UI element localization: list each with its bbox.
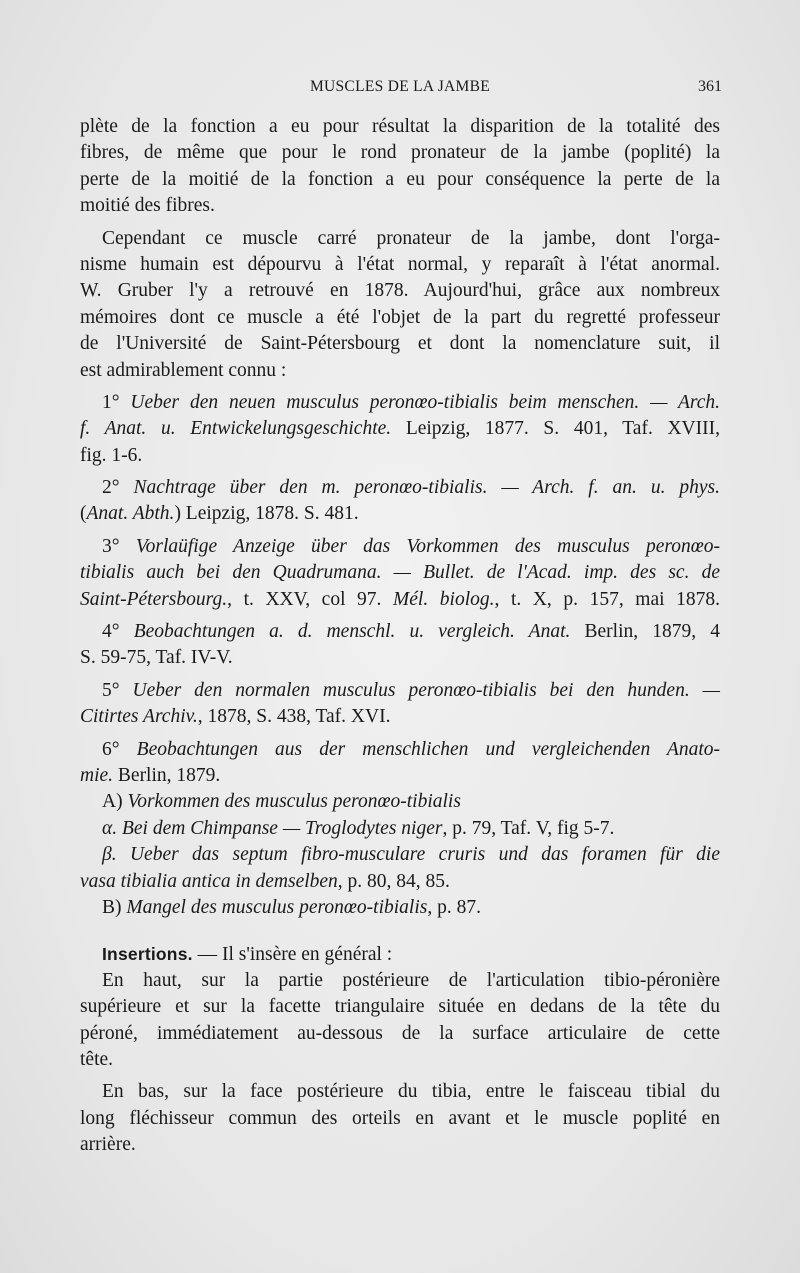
reference-line: Saint-Pétersbourg., t. XXV, col 97. Mél. biolog., t. X, p. 157, mai 1878. <box>80 588 720 610</box>
reference-line: α. Bei dem Chimpanse — Troglodytes niger, p. 79, Taf. V, fig 5-7. <box>102 817 615 839</box>
reference-line: A) Vorkommen des musculus peronœo-tibialis <box>102 791 461 813</box>
reference-line: Citirtes Archiv., 1878, S. 438, Taf. XVI. <box>80 706 391 728</box>
running-title: MUSCLES DE LA JAMBE <box>309 78 491 95</box>
reference-line: 4° Beobachtungen a. d. menschl. u. vergleich. Anat. Berlin, 1879, 4 <box>102 621 720 643</box>
text-line: est admirablement connu : <box>80 359 287 381</box>
text-line: long fléchisseur commun des orteils en avant et le muscle poplité en <box>80 1107 720 1129</box>
insertions-heading: Insertions. <box>102 944 193 965</box>
text-line: péroné, immédiatement au-dessous de la surface articulaire de cette <box>80 1022 720 1044</box>
text-line: Cependant ce muscle carré pronateur de la jambe, dont l'orga- <box>102 227 720 249</box>
page-header <box>80 78 720 102</box>
reference-line: vasa tibialia antica in demselben, p. 80, 84, 85. <box>80 870 450 892</box>
text-line: fibres, de même que pour le rond pronateur de la jambe (poplité) la <box>80 142 720 164</box>
reference-line: tibialis auch bei den Quadrumana. — Bullet. de l'Acad. imp. des sc. de <box>80 562 720 584</box>
reference-line: f. Anat. u. Entwickelungsgeschichte. Leipzig, 1877. S. 401, Taf. XVIII, <box>80 418 720 440</box>
text-line: plète de la fonction a eu pour résultat la disparition de la totalité des <box>80 116 720 137</box>
reference-line: fig. 1-6. <box>80 444 143 466</box>
reference-line: 1° Ueber den neuen musculus peronœo-tibialis beim menschen. — Arch. <box>102 391 721 413</box>
text-line: tête. <box>80 1048 114 1070</box>
text-line: mémoires dont ce muscle a été l'objet de la part du regretté professeur <box>80 306 720 328</box>
reference-line: S. 59-75, Taf. IV-V. <box>80 647 233 669</box>
reference-line: 2° Nachtrage über den m. peronœo-tibialis. — Arch. f. an. u. phys. <box>102 477 720 499</box>
reference-line: β. Ueber das septum fibro-musculare cruris und das foramen für die <box>102 844 720 866</box>
text-line: arrière. <box>80 1134 136 1156</box>
text-line: de l'Université de Saint-Pétersbourg et dont la nomenclature suit, il <box>80 333 720 355</box>
text-line: perte de la moitié de la fonction a eu pour conséquence la perte de la <box>80 168 720 190</box>
section-heading: Insertions. — Il s'insère en général : <box>102 944 393 966</box>
reference-line: 5° Ueber den normalen musculus peronœo-tibialis bei den hunden. — <box>102 679 720 701</box>
text-line: moitié des fibres. <box>80 195 215 217</box>
reference-line: 3° Vorlaüfige Anzeige über das Vorkommen des musculus peronœo- <box>102 535 720 557</box>
reference-line: 6° Beobachtungen aus der menschlichen und vergleichenden Anato- <box>102 738 721 760</box>
page-body <box>80 114 720 1158</box>
text-line: W. Gruber l'y a retrouvé en 1878. Aujourd'hui, grâce aux nombreux <box>80 280 720 302</box>
text-line: En haut, sur la partie postérieure de l'articulation tibio-péronière <box>102 969 720 991</box>
text-line: nisme humain est dépourvu à l'état normal, y reparaît à l'état anormal. <box>80 253 720 275</box>
reference-line: (Anat. Abth.) Leipzig, 1878. S. 481. <box>80 503 359 525</box>
text-line: En bas, sur la face postérieure du tibia, entre le faisceau tibial du <box>102 1081 720 1103</box>
reference-line: B) Mangel des musculus peronœo-tibialis, p. 87. <box>102 896 481 918</box>
page-number: 361 <box>698 78 722 95</box>
reference-line: mie. Berlin, 1879. <box>80 764 221 786</box>
text-line: supérieure et sur la facette triangulaire située en dedans de la tête du <box>80 996 720 1018</box>
